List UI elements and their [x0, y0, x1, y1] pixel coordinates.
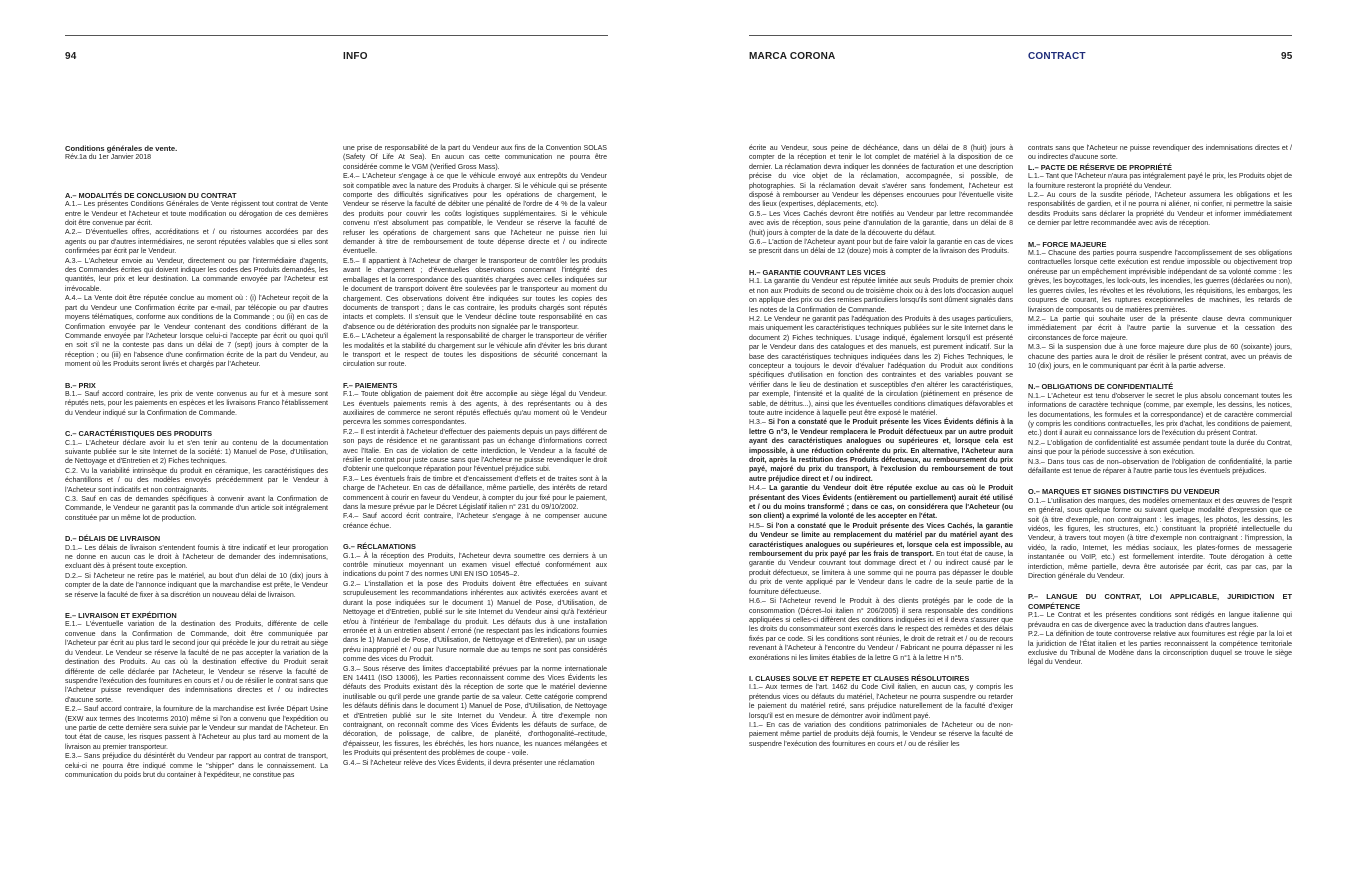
column-3-lead	[749, 144, 1013, 257]
section-heading: A.– MODALITÉS DE CONCLUSION DU CONTRAT	[65, 190, 237, 200]
document-title: Conditions générales de vente.	[65, 144, 178, 153]
clause-paragraph: une prise de responsabilité de la part du Vendeur aux fins de la Convention SOLAS (Safety Of Life At Sea). En aucun cas cette communication ne pourra être considérée comme le VGM (Verified Gross Mass).	[343, 145, 607, 171]
clause-paragraph: C.3. Sauf en cas de demandes spécifiques à convenir avant la Confirmation de Commande, le Vendeur ne garantit pas la commande d'un article soit intégralement constituée par un même lot de production.	[65, 496, 328, 522]
section-heading: P.– LANGUE DU CONTRAT, LOI APPLICABLE, JURIDICTION ET COMPÉTENCE	[1028, 592, 1292, 611]
section-heading: I. CLAUSES SOLVE ET REPETE ET CLAUSES RÉSOLUTOIRES	[749, 673, 970, 683]
column-1-sections	[65, 191, 328, 781]
clause-paragraph: D.1.– Les délais de livraison s'entendent fournis à titre indicatif et leur prorogation ne donne en aucun cas le droit à l'Acheteur de demander des indemnisations, excluant dès à présent toute exception.	[65, 544, 328, 571]
clause-paragraph: E.5.– Il appartient à l'Acheteur de charger le transporteur de contrôler les produits avant le chargement ; d'éventuelles observations concernant l'intégrité des emballages et la correspondance des quantités chargées avec celles indiquées sur le document de transport doivent être soulevées par le transporteur au moment du chargement. Ces observations doivent être indiquées sur toutes les copies des documents de transport ; dans le cas contraire, les produits chargés sont réputés intacts et complets. Il s'ensuit que le Vendeur décline toute responsabilité en cas d'absence ou de détérioration des produits non signalée par le transporteur.	[343, 257, 607, 331]
column-2-lead	[343, 144, 607, 370]
clause-paragraph: M.1.– Chacune des parties pourra suspendre l'accomplissement de ses obligations contractuelles lorsque cette exécution est rendue impossible ou objectivement trop onéreuse par un empêchement imprévisible indépendant de sa volonté comme : les grèves, les boycottages, les lock-outs, les incendies, les guerres (déclarées ou non), les guerres civiles, les révoltes et les révolutions, les réquisitions, les embargos, les coupures de courant, les ruptures exceptionnelles de machines, les retards de livraison de composants ou de matières premières.	[1028, 250, 1292, 314]
clause-paragraph: C.1.– L'Acheteur déclare avoir lu et s'en tenir au contenu de la documentation suivante publiée sur le site Internet de la société: 1) Manuel de Pose, d'Utilisation, de Nettoyage et d'Entretien et 2) Fiches techniques.	[65, 439, 328, 466]
clause-paragraph: C.2. Vu la variabilité intrinsèque du produit en céramique, les caractéristiques des échantillons et / ou des modèles envoyés précédemment par le Vendeur à l'Acheteur sont indicatifs et non contraignants.	[65, 467, 328, 494]
clause-paragraph: E.1.– L'éventuelle variation de la destination des Produits, différente de celle convenue dans la Confirmation de Commande, doit être communiquée par l'Acheteur par écrit au plus tard le second jour qui précède le jour du retrait au siège du Vendeur. Le Vendeur se réserve la faculté de ne pas accepter la variation de la destination des Produits. Au cas où la destination effective du Produit serait différente de celle déclarée par l'Acheteur, le Vendeur se réserve la faculté de suspendre l'exécution des fournitures en cours et / ou de résilier le contrat sans que l'Acheteur puisse revendiquer des indemnisations directes et / ou indirectes d'aucune sorte.	[65, 621, 328, 704]
section-heading: H.– GARANTIE COUVRANT LES VICES	[749, 267, 886, 277]
clause-paragraph: écrite au Vendeur, sous peine de déchéance, dans un délai de 8 (huit) jours à compter de la réception et tenir le lot complet de matériel à la disposition de ce dernier. La réclamation devra indiquer les données de facturation et une description précise du vice objet de la réclamation, accompagnée, si possible, de photographies. Si la réclamation devait s'avérer sans fondement, l'Acheteur est disposé à rembourser au Vendeur les dépenses encourues pour l'éventuelle visite des lieux (expertises, déplacements, etc).	[749, 145, 1013, 209]
clause-paragraph: N.2.– L'obligation de confidentialité est assumée pendant toute la durée du Contrat, ainsi que pour la période successive à son exécution.	[1028, 439, 1292, 457]
clause-bold-text: La garantie du Vendeur doit être réputée exclue au cas où le Produit présentant des Vices Évidents (entièrement ou partiellement) aurait été utilisé et / ou du moins transformé ; dans ce cas, on considérera que l'Acheteur (ou son client) a exprimé la volonté de les accepter en l'état.	[749, 485, 1013, 521]
section-heading: M.– FORCE MAJEURE	[1028, 239, 1107, 249]
right-section-title: CONTRACT	[1028, 51, 1086, 62]
section-heading: F.– PAIEMENTS	[343, 380, 398, 390]
clause-paragraph: G.2.– L'installation et la pose des Produits doivent être effectuées en suivant scrupuleusement les recommandations inhérentes aux activités exercées avant et durant la pose indiquées sur le document 1) Manuel de Pose, d'Utilisation, de Nettoyage et d'Entretien, publié sur le site Internet du Vendeur ainsi qu'à l'extérieur et/ou à l'intérieur de l'emballage du produit. Les défauts dus à une installation erronée et à un entretien absent / erroné (ne respectant pas les indications fournies dans le 1) Manuel de Pose, d'Utilisation, de Nettoyage et d'Entretien), par un usage prévu inapproprié et / ou par l'usure normale due au temps ne sont pas considérés comme des vices du Produit.	[343, 580, 607, 664]
clause-paragraph: G.3.– Sous réserve des limites d'acceptabilité prévues par la norme internationale EN 14411 (ISO 13006), les Parties reconnaissent comme des Vices Évidents les défauts des Produits existant dès la réception de sorte que le matériel devienne inutilisable ou qu'il perde une grande partie de sa valeur. Cette catégorie comprend les défauts définis dans le document 1) Manuel de Pose, d'Utilisation, de Nettoyage et d'Entretien publié sur le site Internet du Vendeur. À titre d'exemple non contraignant, on reconnaît comme des Vices Évidents les défauts de surface, de décoration, de polissage, de calibre, de planéité, d'orthogonalité–rectitude, d'épaisseur, les fissures, les ébréchés, les hors nuance, les nuances mélangées et les Produits qui présentent des problèmes de coupe - voile.	[343, 665, 607, 758]
clause-paragraph: M.2.– La partie qui souhaite user de la présente clause devra communiquer immédiatement par écrit à l'autre partie la survenue et la cessation des circonstances de force majeure.	[1028, 315, 1292, 342]
column-3	[749, 144, 1013, 749]
clause-paragraph: N.3.– Dans tous cas de non–observation de l'obligation de confidentialité, la partie défaillante est tenue de réparer à l'autre partie tous les éventuels préjudices.	[1028, 458, 1292, 475]
title-spacer	[65, 163, 328, 191]
clause-paragraph: E.6.– L'Acheteur a également la responsabilité de charger le transporteur de vérifier les modalités et la stabilité du chargement sur le véhicule afin d'éviter les bris durant le transport et le respect de toutes les dispositions de sécurité concernant la circulation sur route.	[343, 333, 607, 369]
clause-bold-text: Si l'on a constaté que le Produit présente des Vices Cachés, la garantie du Vendeur se limite au remplacement du matériel par du matériel ayant des caractéristiques analogues ou supérieures et, lorsque cela est impossible, au remboursement du prix payé par les frais de transport.	[749, 522, 1014, 559]
clause-label: H.4.–	[749, 485, 770, 493]
section-i-paragraphs	[749, 683, 1013, 749]
clause-label: H.5–	[749, 522, 767, 530]
column-4-sections	[1028, 163, 1292, 668]
clause-paragraph: F.2.– Il est interdit à l'Acheteur d'effectuer des paiements depuis un pays différent de son pays de résidence et ne garantissant pas un échange d'informations correct avec l'Italie. En cas de violation de cette interdiction, le Vendeur a la faculté de résilier le contrat pour juste cause sans que l'Acheteur ne puisse revendiquer le droit d'obtenir une quelconque réparation pour l'éventuel préjudice subi.	[343, 428, 607, 474]
right-page-top-rule	[749, 35, 1292, 36]
section-heading: C.– CARACTÉRISTIQUES DES PRODUITS	[65, 429, 213, 439]
section-heading: B.– PRIX	[65, 380, 96, 390]
clause-paragraph: H.6.– Si l'Acheteur revend le Produit à des clients protégés par le code de la consommation (Décret–loi italien n° 206/2005) il sera responsable des conditions appliquées si celles-ci diffèrent des conditions indiquées ici et il devra s'assurer que les droits du consommateur sont exercés dans le respect des remèdes et des délais fixés par ce code. Si les conditions sont réunies, le droit de retrait et / ou de recours revenant à l'Acheteur à l'encontre du Vendeur / Fabricant ne pourra dépasser ni les exonérations ni les limites établies de la lettre G n°1 à la lettre H n°5.	[749, 598, 1013, 662]
clause-paragraph: L.1.– Tant que l'Acheteur n'aura pas intégralement payé le prix, les Produits objet de la fourniture resteront la propriété du Vendeur.	[1028, 173, 1292, 190]
clause-paragraph: L.2.– Au cours de la susdite période, l'Acheteur assumera les obligations et les responsabilités de gardien, et il ne pourra ni aliéner, ni confier, ni permettre la saisie desdits Produits sans déclarer la propriété du Vendeur et informer immédiatement ce dernier par lettre recommandée avec avis de réception.	[1028, 192, 1292, 228]
clause-bold-text: Si l'on a constaté que le Produit présente les Vices Évidents définis à la lettre G n°3, le Vendeur remplacera le Produit défectueux par un autre produit ayant des caractéristiques analogues ou supérieures et, lorsque cela est impossible, à une réduction cohérente du prix. En alternative, l'Acheteur aura droit, après la restitution des Produits défectueux, au remboursement du prix payé, majoré du prix du transport, à l'exclusion du remboursement de tout autre préjudice direct et / ou indirect.	[749, 419, 1013, 483]
clause-text: En tout état de cause, la garantie du Vendeur couvrant tout dommage direct et / ou indirect causé par le produit défectueux, se limitera à une somme qui ne pourra pas dépasser le double du prix de vente appliqué par le Vendeur dans le cadre de la seule partie de la fourniture défectueuse.	[749, 551, 1013, 596]
section-heading: O.– MARQUES ET SIGNES DISTINCTIFS DU VENDEUR	[1028, 487, 1220, 497]
clause-paragraph: H.2. Le Vendeur ne garantit pas l'adéquation des Produits à des usages particuliers, mais uniquement les caractéristiques techniques publiées sur le site Internet dans le document 2) Fiches techniques. L'usage indiqué, également lorsqu'il est présenté par le Vendeur dans des catalogues et des manuels, est purement indicatif. Sur la base des caractéristiques techniques indiquées dans les 2) Fiches Techniques, le concepteur a toujours le devoir d'évaluer l'adéquation du Produit aux conditions spécifiques d'utilisation en fonction des contraintes et des variables pouvant se vérifier dans le lieu de destination et susceptibles d'en altérer les caractéristiques, par exemple, l'intensité et la qualité de la circulation (piétinement en présence de sable, de détritus...), ainsi que les éventuelles conditions climatiques défavorables et toute autre incidence à laquelle peut être exposé le matériel.	[749, 315, 1013, 417]
column-2	[343, 144, 607, 768]
clause-paragraph: F.4.– Sauf accord écrit contraire, l'Acheteur s'engage à ne compenser aucune créance échue.	[343, 513, 607, 530]
clause-paragraph: G.1.– À la réception des Produits, l'Acheteur devra soumettre ces derniers à un contrôle minutieux moyennant un examen visuel effectué conformément aux indications du point 7 des normes UNI EN ISO 10545–2.	[343, 552, 607, 579]
clause-paragraph: B.1.– Sauf accord contraire, les prix de vente convenus au fur et à mesure sont réputés nets, pour les paiements en espèces et les livraisons Franco l'établissement du Vendeur indiqué sur la Confirmation de Commande.	[65, 390, 328, 417]
clause-paragraph	[749, 418, 1013, 484]
clause-paragraph: N.1.– L'Acheteur est tenu d'observer le secret le plus absolu concernant toutes les informations de caractère technique (comme, par exemple, les dessins, les notices, les documentations, les formules et la correspondance) et de caractère commercial (y compris les conditions contractuelles, les prix d'achat, les conditions de paiement, etc.) dont il aurait eu connaissance lors de l'exécution du présent Contrat.	[1028, 392, 1292, 438]
clause-label: H.3.–	[749, 419, 769, 427]
clause-paragraph: A.2.– D'éventuelles offres, accréditations et / ou ristournes accordées par des agents ou par d'autres intermédiaires, ne seront réputées valables que si elles sont confirmées par écrit par le Vendeur.	[65, 229, 328, 256]
document-revision: Rév.1a du 1er Janvier 2018	[65, 154, 152, 162]
clause-paragraph: I.1.– Aux termes de l'art. 1462 du Code Civil italien, en aucun cas, y compris les prétendus vices ou défauts du matériel, l'Acheteur ne pourra suspendre ou retarder le paiement du matériel retiré, sans préjudice naturellement de la faculté d'exiger lorsqu'il est en mesure de démontrer avoir indûment payé.	[749, 684, 1013, 720]
clause-paragraph: F.1.– Toute obligation de paiement doit être accomplie au siège légal du Vendeur. Les éventuels paiements remis à des agents, à des représentants ou à des auxiliaires de commerce ne seront réputés effectués qu'au moment où le Vendeur percevra les sommes correspondantes.	[343, 391, 607, 427]
section-heading: L.– PACTE DE RÉSERVE DE PROPRIÉTÉ	[1028, 162, 1172, 172]
clause-paragraph: G.5.– Les Vices Cachés devront être notifiés au Vendeur par lettre recommandée avec avis de réception, sous peine d'annulation de la garantie, dans un délai de 8 (huit) jours à compter de la date de la découverte du défaut.	[749, 210, 1013, 237]
clause-paragraph: H.1. La garantie du Vendeur est réputée limitée aux seuls Produits de premier choix et non aux Produits de second ou de troisième choix ou à des lots d'occasion auquel on applique des prix ou des remises particuliers lorsqu'ils sont dûment signalés dans les notes de la Confirmation de Commande.	[749, 278, 1013, 314]
clause-paragraph	[749, 522, 1013, 597]
left-section-title: INFO	[343, 51, 368, 62]
section-heading: D.– DÉLAIS DE LIVRAISON	[65, 534, 161, 544]
clause-paragraph: M.3.– Si la suspension due à une force majeure dure plus de 60 (soixante) jours, chacune des parties aura le droit de résilier le présent contrat, avec un préavis de 10 (dix) jours, en le communiquant par écrit à la partie adverse.	[1028, 344, 1292, 370]
clause-paragraph: E.4.– L'Acheteur s'engage à ce que le véhicule envoyé aux entrepôts du Vendeur soit compatible avec la nature des Produits à charger. Si le véhicule qui se présente comporte des difficultés significatives pour les opérations de chargement, le Vendeur se réserve la faculté de débiter une pénalité de l'ordre de 4 % de la valeur des produits pour couvrir les coûts logistiques supplémentaires. Si le véhicule convenu n'est absolument pas compatible, le Vendeur se réserve la faculté de refuser les opérations de chargement sans que l'Acheteur ne puisse rien lui demander à titre de remboursement de toute dépense directe et / ou indirecte éventuelle.	[343, 173, 607, 256]
section-heading: E.– LIVRAISON ET EXPÉDITION	[65, 611, 177, 621]
clause-paragraph: P.1.– Le Contrat et les présentes conditions sont rédigés en langue italienne qui prévaudra en cas de divergence avec la traduction dans d'autres langues.	[1028, 612, 1292, 629]
clause-paragraph: E.2.– Sauf accord contraire, la fourniture de la marchandise est livrée Départ Usine (EXW aux termes des Incoterms 2010) même si l'on a convenu que l'expédition ou une partie de cette dernière sera suivie par le Vendeur sur mandat de l'Acheteur. En tout état de cause, les risques passent à l'Acheteur au plus tard au moment de la livraison au premier transporteur.	[65, 706, 328, 751]
section-heading: N.– OBLIGATIONS DE CONFIDENTIALITÉ	[1028, 382, 1174, 392]
section-heading: G.– RÉCLAMATIONS	[343, 542, 416, 552]
right-brand-name: MARCA CORONA	[749, 51, 836, 62]
clause-paragraph: A.1.– Les présentes Conditions Générales de Vente régissent tout contrat de Vente entre le Vendeur et l'Acheteur et toute modification ou dérogation de ces dernières doit être convenue par écrit.	[65, 201, 328, 228]
clause-paragraph: G.6.– L'action de l'Acheteur ayant pour but de faire valoir la garantie en cas de vices se prescrit dans un délai de 12 (douze) mois à compter de la livraison des Produits.	[749, 239, 1013, 256]
clause-paragraph: E.3.– Sans préjudice du désintérêt du Vendeur par rapport au contrat de transport, celui-ci ne pourra être indiqué comme le "shipper" dans le connaissement. La communication du poids brut du container à l'expéditeur, ne constitue pas	[65, 753, 328, 779]
column-4-lead	[1028, 144, 1292, 163]
clause-paragraph: O.1.– L'utilisation des marques, des modèles ornementaux et des œuvres de l'esprit en général, sous quelque forme ou suivant quelque modalité d'expression que ce soit (à titre d'exemple, non contraignant : les images, les photos, les dessins, les vidéos, les figures, les structures, etc.) constituant la propriété intellectuelle du Vendeur, à travers tout moyen (à titre d'exemple non contraignant : l'impression, la vidéo, la radio, Internet, les médias sociaux, les plates-formes de messagerie instantanée ou VoIP, etc.) est formellement interdite. Toute dérogation à cette interdiction, même partielle, devra être autorisée par écrit, cas par cas, par la Direction générale du Vendeur.	[1028, 497, 1292, 581]
clause-paragraph: P.2.– La définition de toute controverse relative aux fournitures est régie par la loi et la juridiction de l'État italien et les parties reconnaissent la compétence territoriale exclusive du Tribunal de Modène dans la circonscription duquel se trouve le siège légal du Vendeur.	[1028, 631, 1292, 667]
clause-paragraph: F.3.– Les éventuels frais de timbre et d'encaissement d'effets et de traites sont à la charge de l'Acheteur. En cas de défaillance, même partielle, des intérêts de retard commencent à courir en faveur du Vendeur, à compter du jour fixé pour le paiement, dans la mesure prévue par le Décret Législatif italien n° 231 du 09/10/2002.	[343, 475, 607, 512]
left-page-top-rule	[65, 35, 608, 36]
clause-paragraph: I.1.– En cas de variation des conditions patrimoniales de l'Acheteur ou de non-paiement même partiel de produits déjà fournis, le Vendeur se réserve la faculté de suspendre l'exécution des fournitures en cours et / ou de résilier les	[749, 721, 1013, 748]
left-page-number: 94	[65, 51, 77, 62]
right-page-number: 95	[1281, 51, 1293, 62]
column-2-sections	[343, 381, 607, 768]
column-1	[65, 144, 328, 780]
clause-paragraph	[749, 484, 1013, 522]
clause-paragraph: contrats sans que l'Acheteur ne puisse revendiquer des indemnisations directes et / ou indirectes d'aucune sorte.	[1028, 145, 1292, 162]
column-4	[1028, 144, 1292, 668]
clause-paragraph: A.3.– L'Acheteur envoie au Vendeur, directement ou par l'intermédiaire d'agents, des Commandes écrites qui doivent indiquer les codes des Produits demandés, les quantités, leur prix et leur destination. La commande envoyée par l'Acheteur est irrévocable.	[65, 257, 328, 293]
clause-paragraph: D.2.– Si l'Acheteur ne retire pas le matériel, au bout d'un délai de 10 (dix) jours à compter de la date de l'annonce indiquant que la marchandise est prête, le Vendeur se réserve la faculté de fixer à sa discrétion un nouveau délai de livraison.	[65, 572, 328, 599]
clause-paragraph: A.4.– La Vente doit être réputée conclue au moment où : (i) l'Acheteur reçoit de la part du Vendeur une Confirmation écrite par e-mail, par télécopie ou par d'autres moyens télématiques, conforme aux conditions de la Commande ; ou (ii) en cas de Confirmation envoyée par le Vendeur contenant des conditions différant de la Commande envoyée par l'Acheteur lorsque celui-ci l'accepte par écrit ou quoi qu'il en soit s'il ne la conteste pas dans un délai de 7 (sept) jours à compter de la réception ; ou (iii) en l'absence d'une confirmation écrite de la part du Vendeur, au moment où les Produits seront livrés et chargés par l'Acheteur.	[65, 295, 328, 369]
clause-paragraph: G.4.– Si l'Acheteur relève des Vices Évidents, il devra présenter une réclamation	[343, 759, 595, 767]
